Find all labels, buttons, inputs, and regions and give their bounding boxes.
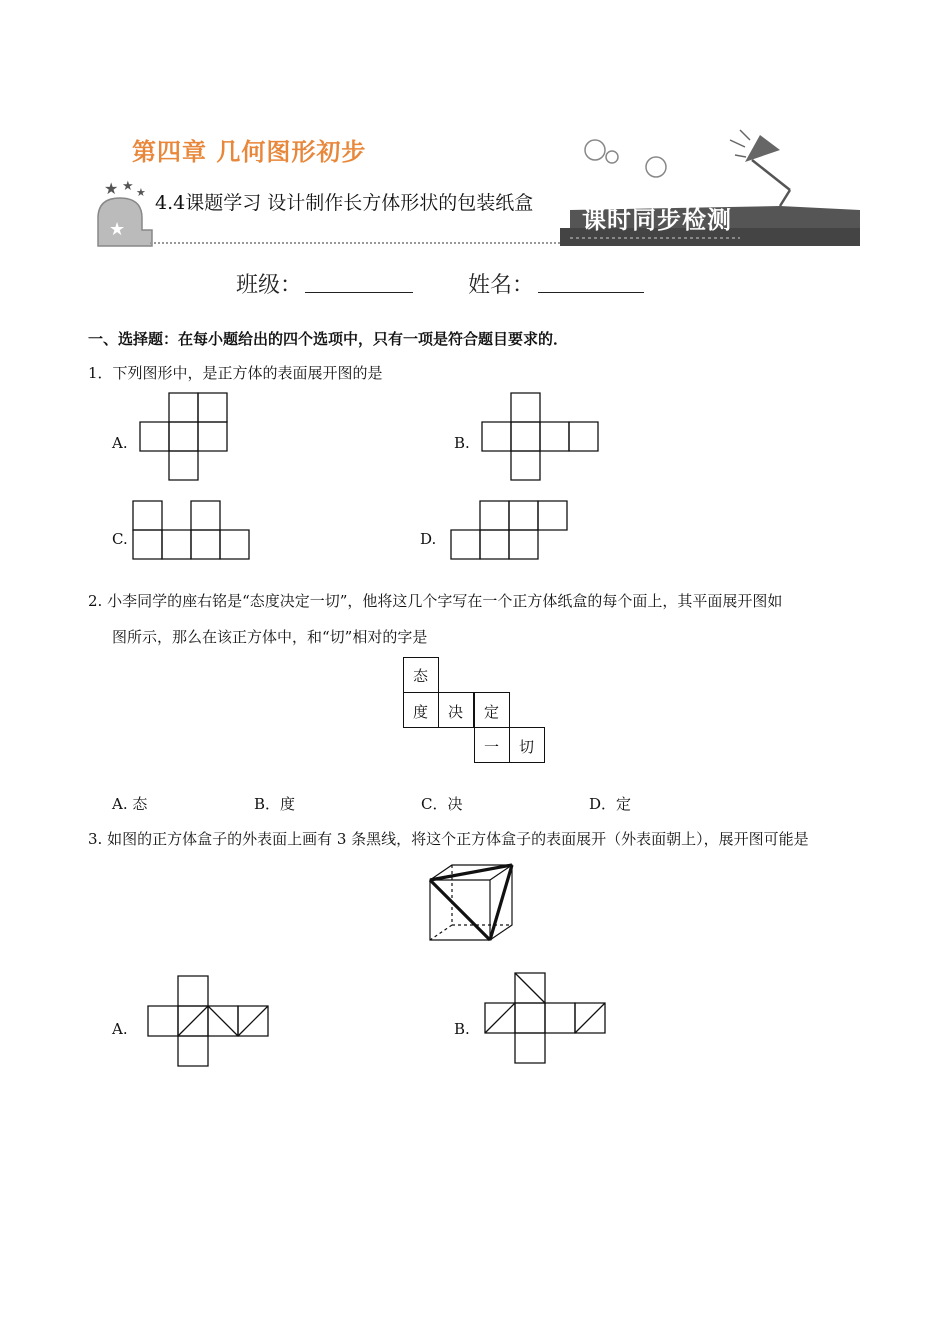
q2-net-char: 态: [413, 667, 429, 685]
q2-net-char: 一: [484, 738, 500, 756]
header-decoration: [90, 110, 860, 250]
q3-option-b-label[interactable]: B.: [454, 1020, 470, 1038]
q1-option-d-net: [450, 500, 570, 562]
q2-option-d[interactable]: D．定: [589, 795, 632, 813]
q2-net-char: 切: [519, 738, 535, 756]
name-blank[interactable]: [538, 268, 644, 293]
q2-net-char: 定: [484, 703, 500, 721]
question-1-stem: 1．下列图形中，是正方体的表面展开图的是: [88, 364, 383, 382]
q1-option-c-net: [132, 500, 252, 562]
name-label: 姓名：: [468, 273, 535, 298]
q3-option-b-net: [484, 972, 609, 1067]
lesson-title: 4.4课题学习 设计制作长方体形状的包装纸盒: [155, 192, 534, 214]
q2-net: [403, 657, 548, 765]
section-title: 一、选择题：在每小题给出的四个选项中，只有一项是符合题目要求的．: [88, 330, 569, 348]
chapter-title: 第四章 几何图形初步: [132, 138, 367, 166]
class-blank[interactable]: [305, 268, 413, 293]
q1-option-b-net: [481, 392, 601, 482]
q2-option-a[interactable]: A. 态: [112, 795, 148, 813]
star-icon: ★: [136, 186, 146, 199]
banner-title: 课时同步检测: [582, 206, 732, 234]
q1-option-c-label[interactable]: C.: [112, 530, 128, 548]
class-label: 班级：: [236, 273, 303, 298]
question-2-stem-line-1: 2. 小李同学的座右铭是“态度决定一切”，他将这几个字写在一个正方体纸盒的每个面上，其平面展开图如: [88, 592, 783, 610]
q1-option-a-net: [139, 392, 229, 482]
q3-cube-figure: [427, 862, 519, 944]
q1-option-b-label[interactable]: B.: [454, 434, 470, 452]
q2-net-char: 决: [448, 703, 464, 721]
q1-option-d-label[interactable]: D.: [420, 530, 437, 548]
q2-net-char: 度: [413, 703, 429, 721]
q3-option-a-net: [147, 975, 272, 1070]
question-2-stem-line-2: 图所示，那么在该正方体中，和“切”相对的字是: [112, 628, 428, 646]
q2-option-c[interactable]: C．决: [421, 795, 463, 813]
badge-star-icon: ★: [109, 219, 126, 240]
lamp-icon: [730, 130, 790, 206]
q3-option-a-label[interactable]: A.: [112, 1020, 128, 1038]
star-icon: ★: [122, 179, 134, 194]
question-3-stem: 3. 如图的正方体盒子的外表面上画有 3 条黑线，将这个正方体盒子的表面展开（外表面朝上），展开图可能是: [88, 830, 809, 848]
q1-option-a-label[interactable]: A.: [112, 434, 128, 452]
q2-option-b[interactable]: B．度: [254, 795, 296, 813]
star-icon: ★: [104, 179, 119, 198]
